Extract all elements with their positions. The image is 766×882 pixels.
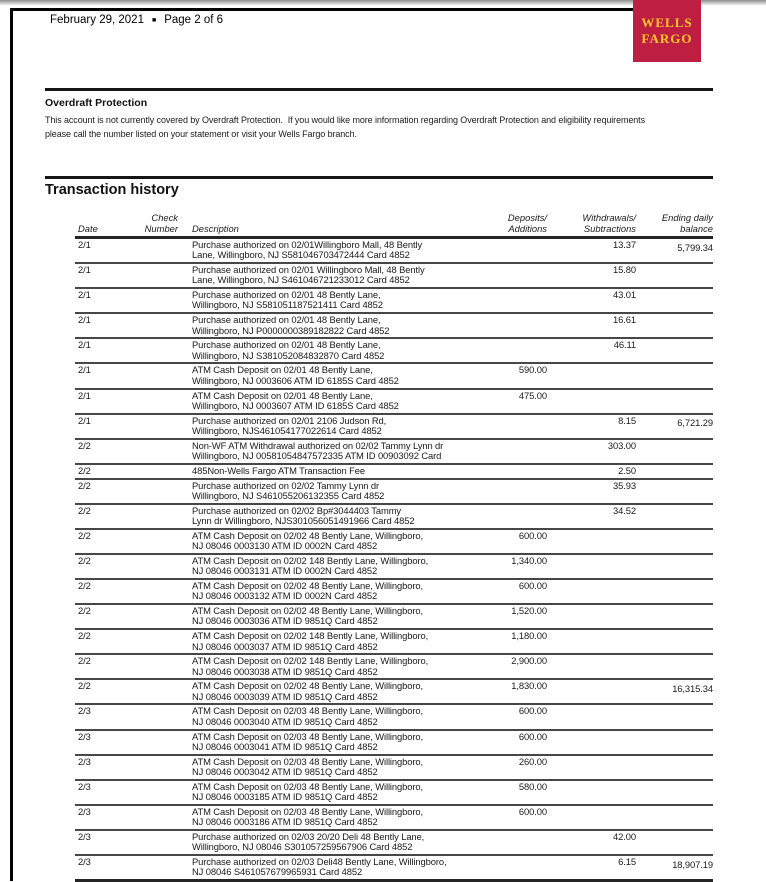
- cell-withdrawals: 42.00: [613, 830, 636, 842]
- cell-date: 2/2: [78, 655, 91, 667]
- cell-deposits: 475.00: [518, 389, 547, 401]
- cell-date: 2/1: [78, 414, 91, 426]
- page-top-border: [10, 8, 634, 11]
- overdraft-text-line2: please call the number listed on your statement or visit your Wells Fargo branch.: [45, 129, 357, 139]
- cell-description: [180, 240, 455, 261]
- cell-withdrawals: [547, 656, 636, 677]
- cell-date: 2/1: [78, 289, 91, 301]
- cell-deposits: 1,830.00: [511, 680, 547, 692]
- cell-ending-balance: [636, 466, 713, 476]
- cell-check-number: [117, 757, 180, 778]
- description-line-2: NJ 08046 0003185 ATM ID 9851Q Card 4852: [192, 791, 378, 803]
- cell-deposits: 580.00: [518, 780, 547, 792]
- table-row: [75, 388, 713, 413]
- cell-date: 2/3: [78, 830, 91, 842]
- cell-deposits: [455, 857, 547, 878]
- overdraft-title: Overdraft Protection: [45, 97, 148, 109]
- cell-check-number: [117, 531, 180, 552]
- cell-description: [180, 681, 455, 702]
- column-header-deposits-line2: Additions: [508, 222, 547, 234]
- cell-check-number: [117, 466, 180, 476]
- cell-ending-balance: [636, 807, 713, 828]
- overdraft-text-line1: This account is not currently covered by Overdraft Protection. If you would like more information regarding Overdraft Protection and eligibility requirements: [45, 115, 645, 125]
- column-header-ending-balance: [636, 213, 713, 234]
- cell-deposits: [455, 441, 547, 462]
- table-row: [75, 438, 713, 463]
- table-row: [75, 854, 713, 879]
- bullet-separator-icon: ■: [151, 16, 157, 24]
- cell-ending-balance: 6,721.29: [677, 417, 713, 429]
- cell-deposits: [455, 481, 547, 502]
- cell-deposits: [455, 832, 547, 853]
- cell-description: [180, 315, 455, 336]
- description-line-1: ATM Cash Deposit on 02/02 48 Bently Lane, Willingboro,: [192, 580, 424, 592]
- cell-description: [180, 365, 455, 386]
- page-left-border: [10, 8, 13, 881]
- cell-date: 2/3: [78, 705, 91, 717]
- cell-date: 2/1: [78, 264, 91, 276]
- description-line-1: ATM Cash Deposit on 02/02 148 Bently Lane, Willingboro,: [192, 630, 429, 642]
- description-line-1: ATM Cash Deposit on 02/03 48 Bently Lane, Willingboro,: [192, 755, 424, 767]
- table-row: [75, 754, 713, 779]
- table-row: [75, 239, 713, 262]
- cell-withdrawals: [547, 782, 636, 803]
- cell-check-number: [117, 706, 180, 727]
- cell-ending-balance: 5,799.34: [677, 241, 713, 253]
- description-line-2: Willingboro, NJ S381052084832870 Card 4852: [192, 349, 385, 361]
- description-line-2: Willingboro, NJ S581051187521411 Card 4852: [192, 299, 383, 311]
- cell-withdrawals: 35.93: [613, 479, 636, 491]
- cell-check-number: [117, 782, 180, 803]
- cell-ending-balance: [636, 656, 713, 677]
- description-line-1: ATM Cash Deposit on 02/02 148 Bently Lane, Willingboro,: [192, 655, 429, 667]
- description-line-2: Lane, Willingboro, NJ S581046703472444 Card 4852: [192, 249, 410, 261]
- cell-check-number: [117, 807, 180, 828]
- table-row: [75, 553, 713, 578]
- column-header-date: [75, 224, 117, 235]
- cell-withdrawals: 2.50: [618, 464, 636, 476]
- cell-date: 2/1: [78, 314, 91, 326]
- cell-date: 2/3: [78, 755, 91, 767]
- cell-withdrawals: [547, 757, 636, 778]
- cell-check-number: [117, 857, 180, 878]
- column-header-deposits: [455, 213, 547, 234]
- description-line-1: Purchase authorized on 02/01 48 Bently Lane,: [192, 314, 381, 326]
- description-line-2: NJ 08046 0003037 ATM ID 9851Q Card 4852: [192, 640, 378, 652]
- description-line-2: NJ 08046 0003042 ATM ID 9851Q Card 4852: [192, 765, 378, 777]
- page-indicator: Page 2 of 6: [164, 14, 224, 26]
- table-row: [75, 362, 713, 387]
- section-divider-top: [45, 88, 713, 91]
- cell-ending-balance: [636, 631, 713, 652]
- description-line-2: NJ 08046 0003040 ATM ID 9851Q Card 4852: [192, 715, 378, 727]
- cell-description: [180, 857, 455, 878]
- description-line-2: NJ 08046 0003186 ATM ID 9851Q Card 4852: [192, 816, 378, 828]
- cell-ending-balance: [636, 757, 713, 778]
- column-header-date-label: Date: [78, 222, 98, 234]
- table-row: [75, 413, 713, 438]
- cell-description: [180, 782, 455, 803]
- cell-ending-balance: [636, 365, 713, 386]
- cell-withdrawals: 15.80: [613, 264, 636, 276]
- description-line-2: NJ 08046 0003039 ATM ID 9851Q Card 4852: [192, 690, 378, 702]
- column-header-deposits-line1: Deposits/: [507, 212, 547, 223]
- cell-date: 2/1: [78, 364, 91, 376]
- description-line-1: Purchase authorized on 02/03 20/20 Deli 48 Bently Lane,: [192, 830, 425, 842]
- cell-check-number: [117, 315, 180, 336]
- cell-description: [180, 466, 455, 476]
- description-line-1: ATM Cash Deposit on 02/01 48 Bently Lane,: [192, 389, 373, 401]
- cell-deposits: 260.00: [518, 755, 547, 767]
- cell-date: 2/2: [78, 504, 91, 516]
- overdraft-section: [45, 97, 745, 141]
- cell-ending-balance: [636, 556, 713, 577]
- description-line-2: Willingboro, NJ 0003607 ATM ID 6185S Card 4852: [192, 399, 399, 411]
- transaction-history-title: Transaction history: [45, 182, 179, 198]
- cell-description: [180, 391, 455, 412]
- cell-deposits: [455, 290, 547, 311]
- description-line-2: NJ 08046 0003036 ATM ID 9851Q Card 4852: [192, 615, 378, 627]
- cell-description: [180, 481, 455, 502]
- cell-deposits: 600.00: [518, 805, 547, 817]
- cell-date: 2/2: [78, 605, 91, 617]
- cell-description: [180, 506, 455, 527]
- transaction-table: [75, 213, 713, 882]
- column-header-withdrawals-line1: Withdrawals/: [582, 212, 636, 223]
- cell-withdrawals: [547, 631, 636, 652]
- cell-ending-balance: [636, 290, 713, 311]
- cell-ending-balance: [636, 732, 713, 753]
- description-line-1: Purchase authorized on 02/02 Bp#3044403 Tammy: [192, 504, 402, 516]
- table-row: [75, 503, 713, 528]
- column-header-description: [180, 224, 455, 235]
- description-line-1: ATM Cash Deposit on 02/02 148 Bently Lane, Willingboro,: [192, 554, 429, 566]
- cell-check-number: [117, 656, 180, 677]
- cell-deposits: [455, 315, 547, 336]
- column-header-check-number: [117, 213, 180, 234]
- cell-deposits: 1,520.00: [511, 605, 547, 617]
- transaction-table-header: [75, 213, 713, 239]
- cell-deposits: 600.00: [518, 705, 547, 717]
- cell-description: [180, 732, 455, 753]
- column-header-check-line2: Number: [144, 222, 178, 234]
- column-header-balance-line2: balance: [680, 222, 713, 234]
- cell-ending-balance: [636, 506, 713, 527]
- description-line-1: Purchase authorized on 02/01 48 Bently Lane,: [192, 289, 381, 301]
- cell-withdrawals: [547, 606, 636, 627]
- description-line-1: Purchase authorized on 02/01 Willingboro Mall, 48 Bently: [192, 264, 425, 276]
- column-header-balance-line1: Ending daily: [661, 212, 713, 223]
- cell-description: [180, 531, 455, 552]
- cell-date: 2/2: [78, 630, 91, 642]
- cell-date: 2/2: [78, 529, 91, 541]
- cell-description: [180, 706, 455, 727]
- description-line-1: ATM Cash Deposit on 02/02 48 Bently Lane, Willingboro,: [192, 605, 424, 617]
- cell-withdrawals: 13.37: [613, 239, 636, 250]
- cell-ending-balance: 16,315.34: [672, 682, 713, 694]
- cell-withdrawals: [547, 706, 636, 727]
- cell-ending-balance: [636, 581, 713, 602]
- cell-description: [180, 290, 455, 311]
- cell-check-number: [117, 290, 180, 311]
- description-line-1: Non-WF ATM Withdrawal authorized on 02/02 Tammy Lynn dr: [192, 439, 444, 451]
- cell-check-number: [117, 416, 180, 437]
- cell-check-number: [117, 265, 180, 286]
- description-line-1: Purchase authorized on 02/01 2106 Judson Rd,: [192, 414, 387, 426]
- description-line-2: NJ 08046 0003041 ATM ID 9851Q Card 4852: [192, 740, 378, 752]
- cell-deposits: [455, 416, 547, 437]
- description-line-2: Lynn dr Willingboro, NJS301056051491966 Card 4852: [192, 515, 415, 527]
- cell-date: 2/2: [78, 680, 91, 692]
- cell-check-number: [117, 556, 180, 577]
- description-line-2: Lane, Willingboro, NJ S461046721233012 Card 4852: [192, 274, 410, 286]
- table-row: [75, 653, 713, 678]
- table-row: [75, 312, 713, 337]
- cell-description: [180, 265, 455, 286]
- cell-check-number: [117, 391, 180, 412]
- cell-deposits: 2,900.00: [511, 655, 547, 667]
- column-header-check-line1: Check: [151, 212, 178, 223]
- cell-ending-balance: [636, 481, 713, 502]
- cell-check-number: [117, 832, 180, 853]
- cell-deposits: [455, 466, 547, 476]
- cell-withdrawals: [547, 581, 636, 602]
- table-row: [75, 287, 713, 312]
- column-header-description-label: Description: [192, 222, 239, 234]
- section-divider-transactions: [45, 176, 713, 179]
- cell-withdrawals: [547, 732, 636, 753]
- cell-date: 2/2: [78, 439, 91, 451]
- cell-ending-balance: [636, 340, 713, 361]
- description-line-1: ATM Cash Deposit on 02/03 48 Bently Lane, Willingboro,: [192, 805, 424, 817]
- cell-check-number: [117, 441, 180, 462]
- column-header-withdrawals-line2: Subtractions: [583, 222, 636, 234]
- description-line-2: NJ 08046 0003131 ATM ID 0002N Card 4852: [192, 565, 378, 577]
- cell-date: 2/3: [78, 780, 91, 792]
- table-row: [75, 703, 713, 728]
- cell-withdrawals: 34.52: [613, 504, 636, 516]
- cell-withdrawals: 46.11: [613, 339, 636, 351]
- description-line-1: Purchase authorized on 02/01Willingboro Mall, 48 Bently: [192, 239, 423, 250]
- description-line-2: NJ 08046 S461057679965931 Card 4852: [192, 866, 363, 878]
- cell-ending-balance: [636, 441, 713, 462]
- cell-deposits: 600.00: [518, 580, 547, 592]
- description-line-2: Willingboro, NJ 08046 S301057259567906 Card 4852: [192, 841, 413, 853]
- cell-ending-balance: [636, 606, 713, 627]
- description-line-2: Willingboro, NJ P0000000389182822 Card 4852: [192, 324, 390, 336]
- table-row: [75, 478, 713, 503]
- cell-date: 2/3: [78, 805, 91, 817]
- cell-check-number: [117, 365, 180, 386]
- cell-withdrawals: 303.00: [607, 439, 636, 451]
- logo-line-1: WELLS: [641, 15, 693, 30]
- cell-check-number: [117, 481, 180, 502]
- cell-ending-balance: [636, 315, 713, 336]
- description-line-2: NJ 08046 0003132 ATM ID 0002N Card 4852: [192, 590, 378, 602]
- cell-description: [180, 416, 455, 437]
- cell-withdrawals: [547, 365, 636, 386]
- description-line-1: ATM Cash Deposit on 02/03 48 Bently Lane, Willingboro,: [192, 780, 424, 792]
- table-row: [75, 729, 713, 754]
- table-row: [75, 804, 713, 829]
- cell-deposits: [455, 240, 547, 261]
- cell-ending-balance: [636, 531, 713, 552]
- cell-date: 2/2: [78, 464, 91, 476]
- cell-deposits: 1,340.00: [511, 554, 547, 566]
- cell-withdrawals: [547, 391, 636, 412]
- cell-deposits: 590.00: [518, 364, 547, 376]
- cell-description: [180, 340, 455, 361]
- description-line-2: NJ 08046 0003130 ATM ID 0002N Card 4852: [192, 540, 378, 552]
- description-line-1: ATM Cash Deposit on 02/02 48 Bently Lane, Willingboro,: [192, 680, 424, 692]
- cell-deposits: [455, 340, 547, 361]
- cell-date: 2/1: [78, 339, 91, 351]
- cell-date: 2/2: [78, 580, 91, 592]
- cell-description: [180, 656, 455, 677]
- description-line-2: Willingboro, NJS461054177022614 Card 4852: [192, 424, 382, 436]
- cell-check-number: [117, 732, 180, 753]
- cell-check-number: [117, 606, 180, 627]
- description-line-1: ATM Cash Deposit on 02/02 48 Bently Lane, Willingboro,: [192, 529, 424, 541]
- description-line-1: Purchase authorized on 02/03 Deli48 Bently Lane, Willingboro,: [192, 856, 447, 868]
- cell-ending-balance: [636, 265, 713, 286]
- wells-fargo-logo: [633, 0, 701, 62]
- description-line-1: ATM Cash Deposit on 02/03 48 Bently Lane, Willingboro,: [192, 705, 424, 717]
- cell-description: [180, 832, 455, 853]
- cell-date: 2/3: [78, 856, 91, 868]
- cell-withdrawals: 8.15: [618, 414, 636, 426]
- cell-check-number: [117, 506, 180, 527]
- description-line-1: Purchase authorized on 02/02 Tammy Lynn dr: [192, 479, 380, 491]
- cell-description: [180, 807, 455, 828]
- cell-check-number: [117, 631, 180, 652]
- cell-description: [180, 556, 455, 577]
- cell-withdrawals: 43.01: [613, 289, 636, 301]
- cell-description: [180, 757, 455, 778]
- cell-description: [180, 631, 455, 652]
- cell-check-number: [117, 681, 180, 702]
- table-row: [75, 603, 713, 628]
- cell-withdrawals: [547, 807, 636, 828]
- description-line-1: ATM Cash Deposit on 02/03 48 Bently Lane, Willingboro,: [192, 730, 424, 742]
- cell-deposits: 600.00: [518, 529, 547, 541]
- table-row: [75, 628, 713, 653]
- cell-deposits: 600.00: [518, 730, 547, 742]
- column-header-withdrawals: [547, 213, 636, 234]
- table-row: [75, 578, 713, 603]
- table-row: [75, 463, 713, 478]
- description-line-2: Willingboro, NJ 0003606 ATM ID 6185S Card 4852: [192, 374, 399, 386]
- cell-check-number: [117, 240, 180, 261]
- cell-withdrawals: 16.61: [613, 314, 636, 326]
- cell-deposits: 1,180.00: [511, 630, 547, 642]
- description-line-1: Purchase authorized on 02/01 48 Bently Lane,: [192, 339, 381, 351]
- cell-ending-balance: [636, 832, 713, 853]
- cell-ending-balance: [636, 782, 713, 803]
- table-row: [75, 779, 713, 804]
- cell-deposits: [455, 506, 547, 527]
- table-row: [75, 829, 713, 854]
- table-row: [75, 528, 713, 553]
- statement-date: February 29, 2021: [50, 14, 144, 26]
- cell-withdrawals: [547, 531, 636, 552]
- table-row: [75, 262, 713, 287]
- cell-withdrawals: 6.15: [618, 856, 636, 868]
- table-row: [75, 678, 713, 703]
- description-line-2: Willingboro, NJ 00581054847572335 ATM ID 00903092 Card: [192, 450, 442, 462]
- cell-date: 2/1: [78, 239, 91, 250]
- cell-withdrawals: [547, 556, 636, 577]
- description-line-1: ATM Cash Deposit on 02/01 48 Bently Lane,: [192, 364, 373, 376]
- cell-ending-balance: [636, 706, 713, 727]
- page-header: [50, 14, 223, 26]
- description-line-2: Willingboro, NJ S461055206132355 Card 4852: [192, 489, 385, 501]
- description-line-1: 485Non-Wells Fargo ATM Transaction Fee: [192, 464, 366, 476]
- cell-date: 2/2: [78, 554, 91, 566]
- cell-check-number: [117, 581, 180, 602]
- description-line-2: NJ 08046 0003038 ATM ID 9851Q Card 4852: [192, 665, 378, 677]
- cell-date: 2/3: [78, 730, 91, 742]
- cell-ending-balance: 18,907.19: [672, 858, 713, 870]
- cell-withdrawals: [547, 681, 636, 702]
- cell-description: [180, 606, 455, 627]
- table-row: [75, 337, 713, 362]
- logo-line-2: FARGO: [641, 30, 693, 46]
- cell-date: 2/2: [78, 479, 91, 491]
- transaction-table-body: [75, 239, 713, 879]
- cell-check-number: [117, 340, 180, 361]
- cell-deposits: [455, 265, 547, 286]
- cell-ending-balance: [636, 391, 713, 412]
- cell-date: 2/1: [78, 389, 91, 401]
- cell-description: [180, 441, 455, 462]
- cell-description: [180, 581, 455, 602]
